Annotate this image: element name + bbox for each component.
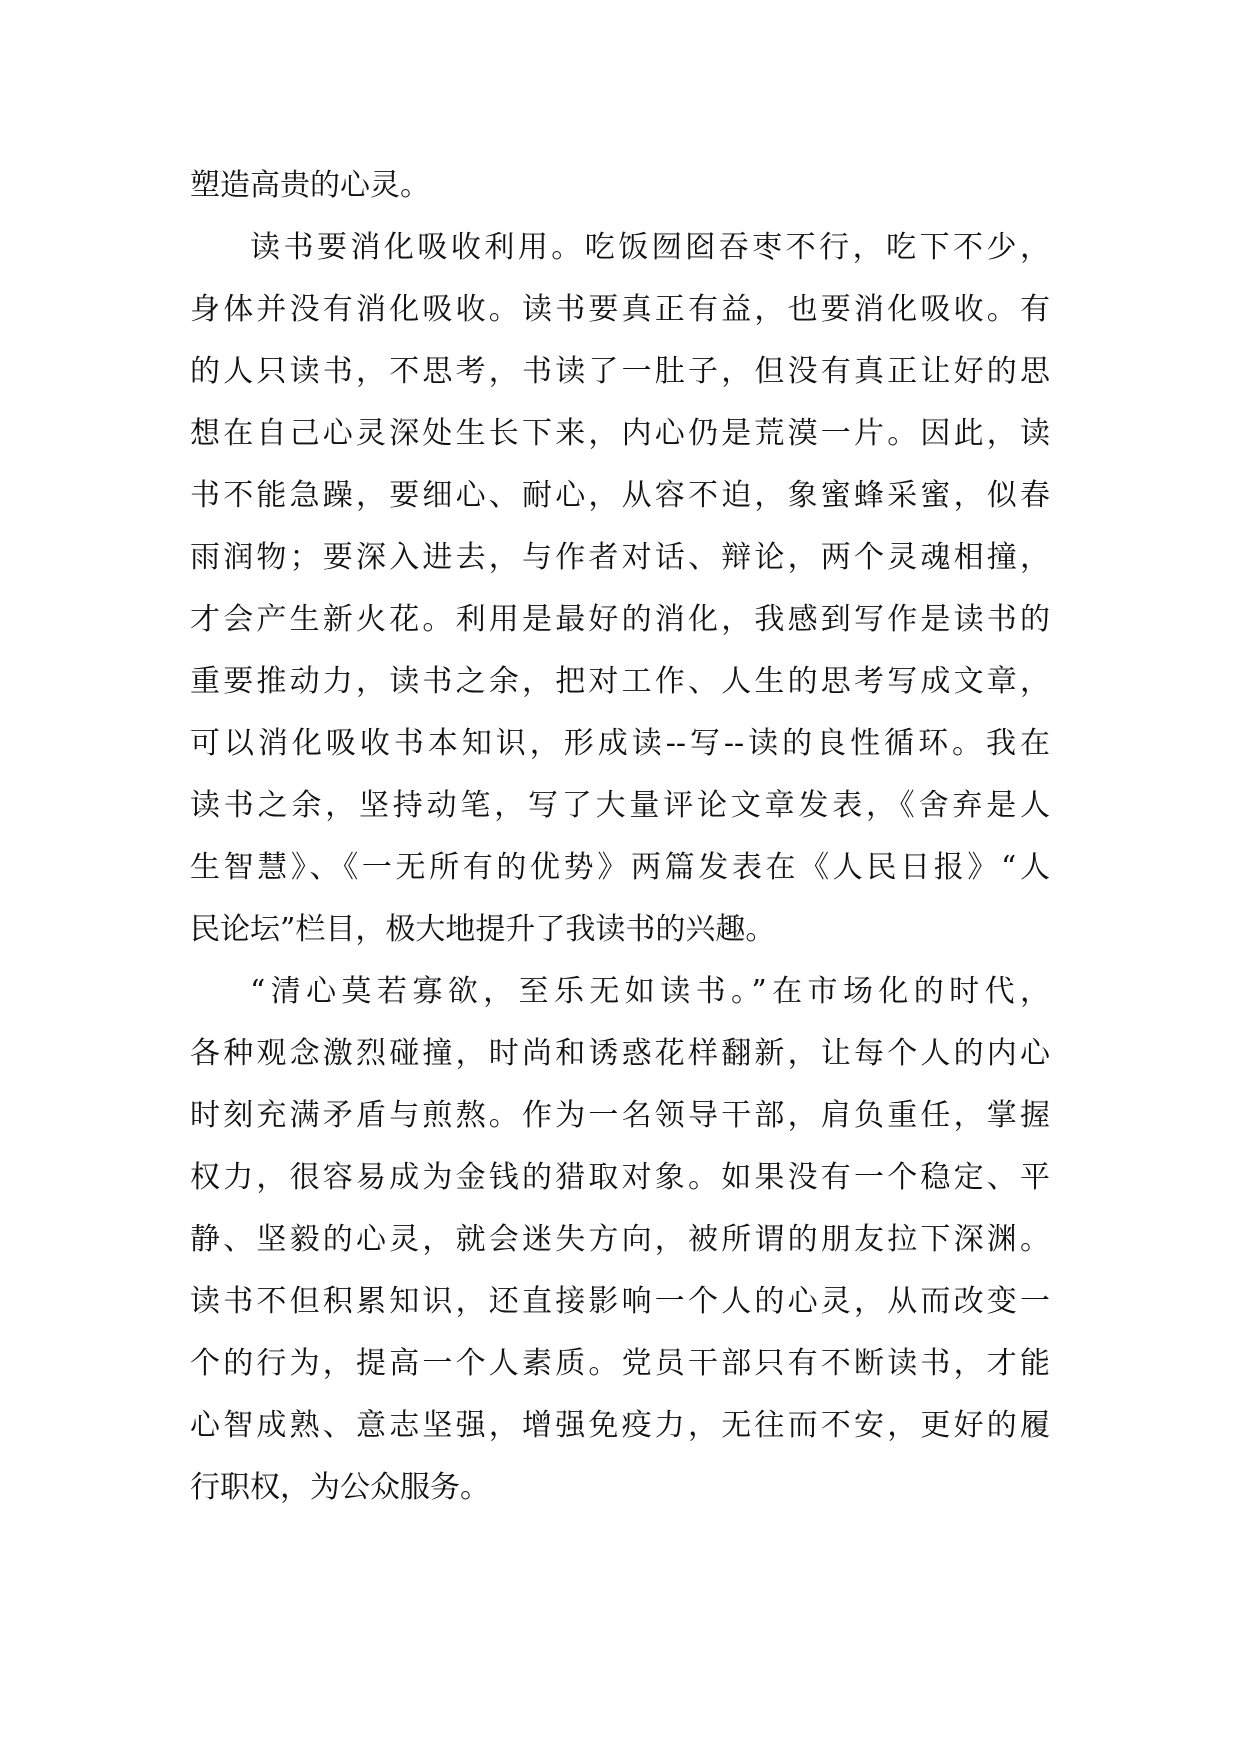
text-line: 塑造高贵的心灵。	[190, 168, 430, 203]
text-line: 雨润物；要深入进去，与作者对话、辩论，两个灵魂相撞，	[190, 540, 1050, 575]
text-line: 静、坚毅的心灵，就会迷失方向，被所谓的朋友拉下深渊。	[190, 1222, 1050, 1257]
text-line: “清心莫若寡欲，至乐无如读书。”在市场化的时代，	[250, 974, 1050, 1009]
text-line: 读书要消化吸收利用。吃饭囫囵吞枣不行，吃下不少，	[250, 230, 1050, 265]
text-line: 心智成熟、意志坚强，增强免疫力，无往而不安，更好的履	[190, 1408, 1050, 1443]
text-line: 可以消化吸收书本知识，形成读--写--读的良性循环。我在	[190, 726, 1050, 761]
paragraph	[190, 217, 1050, 961]
text-line: 书不能急躁，要细心、耐心，从容不迫，象蜜蜂采蜜，似春	[190, 478, 1050, 513]
text-line: 身体并没有消化吸收。读书要真正有益，也要消化吸收。有	[190, 292, 1050, 327]
text-line: 的人只读书，不思考，书读了一肚子，但没有真正让好的思	[190, 354, 1050, 389]
document-body	[190, 155, 1050, 1519]
paragraph	[190, 155, 1050, 217]
text-line: 行职权，为公众服务。	[190, 1470, 490, 1505]
text-line: 民论坛”栏目，极大地提升了我读书的兴趣。	[190, 912, 776, 947]
text-line: 才会产生新火花。利用是最好的消化，我感到写作是读书的	[190, 602, 1050, 637]
text-line: 重要推动力，读书之余，把对工作、人生的思考写成文章，	[190, 664, 1050, 699]
text-line: 读书不但积累知识，还直接影响一个人的心灵，从而改变一	[190, 1284, 1050, 1319]
text-line: 时刻充满矛盾与煎熬。作为一名领导干部，肩负重任，掌握	[190, 1098, 1050, 1133]
text-line: 权力，很容易成为金钱的猎取对象。如果没有一个稳定、平	[190, 1160, 1050, 1195]
text-line: 生智慧》、《一无所有的优势》两篇发表在《人民日报》“人	[190, 850, 1050, 885]
paragraph	[190, 961, 1050, 1519]
text-line: 读书之余，坚持动笔，写了大量评论文章发表，《舍弃是人	[190, 788, 1050, 823]
text-line: 各种观念激烈碰撞，时尚和诱惑花样翻新，让每个人的内心	[190, 1036, 1050, 1071]
text-line: 个的行为，提高一个人素质。党员干部只有不断读书，才能	[190, 1346, 1050, 1381]
text-line: 想在自己心灵深处生长下来，内心仍是荒漠一片。因此，读	[190, 416, 1050, 451]
